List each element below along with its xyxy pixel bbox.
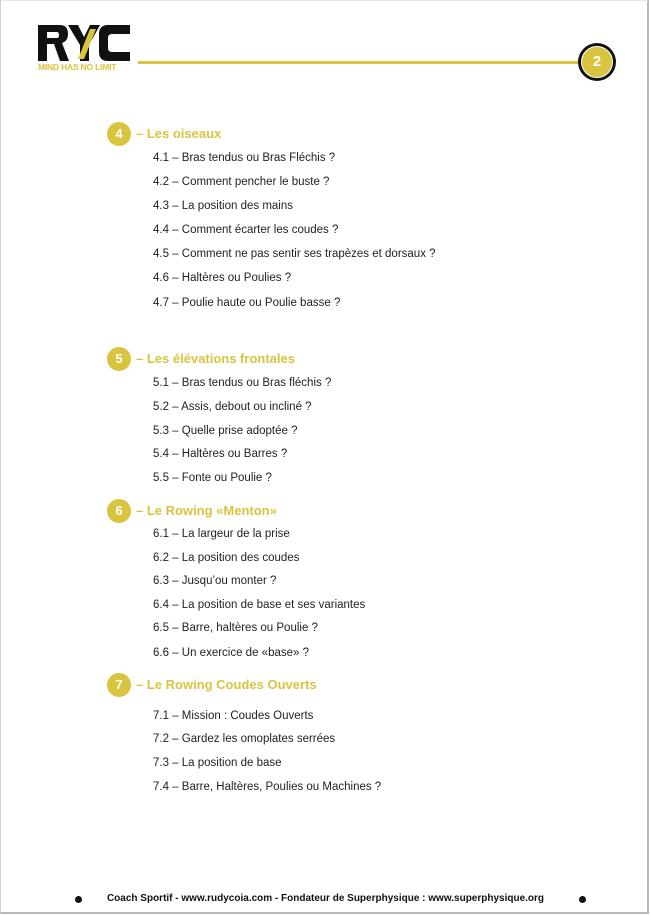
section-title: – Les oiseaux bbox=[136, 126, 222, 141]
section-title: – Les élévations frontales bbox=[136, 351, 295, 366]
page-number: 2 bbox=[581, 46, 613, 78]
footer-bullet-right bbox=[579, 896, 586, 903]
toc-item: 4.6 – Haltères ou Poulies ? bbox=[153, 272, 292, 284]
logo-mark-icon bbox=[38, 25, 130, 61]
section-number-badge: 5 bbox=[107, 347, 131, 371]
toc-item: 5.4 – Haltères ou Barres ? bbox=[153, 448, 288, 460]
logo bbox=[38, 25, 134, 75]
toc-item: 7.1 – Mission : Coudes Ouverts bbox=[153, 710, 314, 722]
logo-tagline-part1: MIND HAS bbox=[38, 62, 79, 72]
toc-item: 6.5 – Barre, haltères ou Poulie ? bbox=[153, 622, 318, 634]
section-number-badge: 7 bbox=[107, 673, 131, 697]
section-number-badge: 4 bbox=[107, 122, 131, 146]
section-title: – Le Rowing «Menton» bbox=[136, 503, 277, 518]
section-title: – Le Rowing Coudes Ouverts bbox=[136, 677, 317, 692]
page-number-badge bbox=[578, 43, 616, 81]
toc-item: 5.2 – Assis, debout ou incliné ? bbox=[153, 401, 312, 413]
toc-item: 6.1 – La largeur de la prise bbox=[153, 528, 290, 540]
toc-item: 5.3 – Quelle prise adoptée ? bbox=[153, 425, 298, 437]
toc-item: 4.3 – La position des mains bbox=[153, 200, 294, 212]
toc-item: 4.4 – Comment écarter les coudes ? bbox=[153, 224, 339, 236]
toc-item: 4.2 – Comment pencher le buste ? bbox=[153, 176, 330, 188]
toc-item: 5.5 – Fonte ou Poulie ? bbox=[153, 472, 272, 484]
logo-tagline bbox=[38, 62, 116, 72]
toc-item: 6.3 – Jusqu’ou monter ? bbox=[153, 575, 277, 587]
toc-item: 6.6 – Un exercice de «base» ? bbox=[153, 647, 309, 659]
toc-item: 7.2 – Gardez les omoplates serrées bbox=[153, 733, 336, 745]
toc-item: 4.5 – Comment ne pas sentir ses trapèzes et dorsaux ? bbox=[153, 248, 436, 260]
logo-tagline-part2: NO LIMIT bbox=[78, 62, 117, 72]
toc-item: 5.1 – Bras tendus ou Bras fléchis ? bbox=[153, 377, 332, 389]
toc-item: 6.2 – La position des coudes bbox=[153, 552, 300, 564]
toc-item: 4.1 – Bras tendus ou Bras Fléchis ? bbox=[153, 152, 336, 164]
toc-item: 6.4 – La position de base et ses variantes bbox=[153, 599, 366, 611]
toc-item: 4.7 – Poulie haute ou Poulie basse ? bbox=[153, 297, 341, 309]
footer-text: Coach Sportif - www.rudycoia.com - Fondateur de Superphysique : www.superphysique.org bbox=[106, 893, 545, 904]
section-number-badge: 6 bbox=[107, 499, 131, 523]
toc-item: 7.4 – Barre, Haltères, Poulies ou Machines ? bbox=[153, 781, 382, 793]
toc-item: 7.3 – La position de base bbox=[153, 757, 282, 769]
header-rule bbox=[138, 61, 582, 64]
